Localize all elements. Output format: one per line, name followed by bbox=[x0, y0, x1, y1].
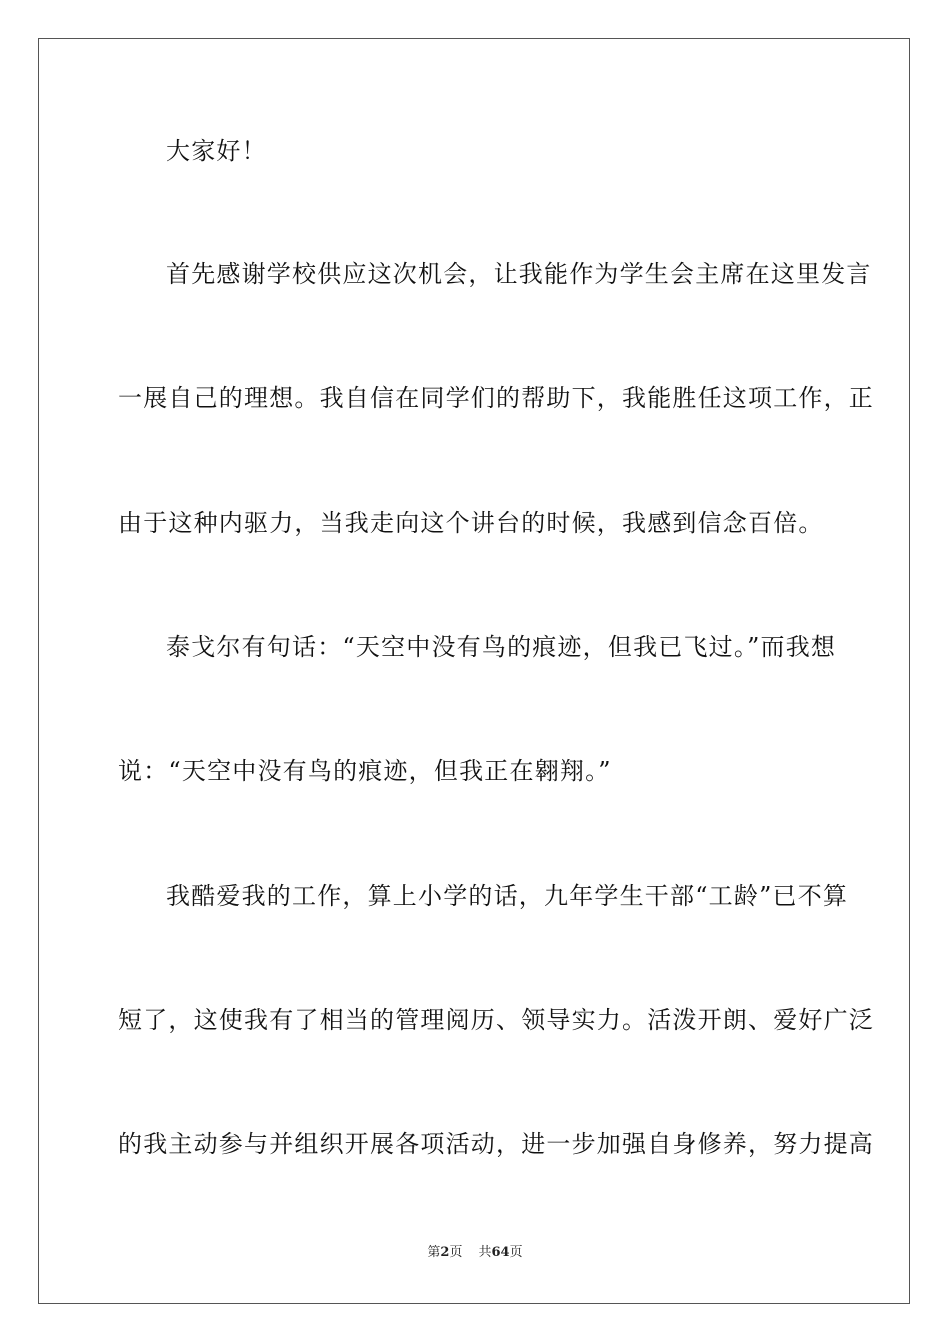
body-line: 由于这种内驱力，当我走向这个讲台的时候，我感到信念百倍。 bbox=[118, 509, 824, 537]
page-suffix: 页 bbox=[449, 1245, 463, 1260]
greeting-line: 大家好！ bbox=[166, 137, 267, 165]
page-number: 2 bbox=[440, 1245, 450, 1260]
total-suffix: 页 bbox=[509, 1245, 523, 1260]
page-footer bbox=[0, 1244, 950, 1262]
total-prefix: 共 bbox=[478, 1245, 492, 1260]
total-pages: 64 bbox=[491, 1245, 510, 1260]
body-line: 首先感谢学校供应这次机会，让我能作为学生会主席在这里发言 bbox=[166, 260, 872, 288]
body-line: 我酷爱我的工作，算上小学的话，九年学生干部“工龄”已不算 bbox=[166, 882, 849, 910]
body-line: 说：“天空中没有鸟的痕迹，但我正在翱翔。” bbox=[118, 757, 612, 785]
body-line: 短了，这使我有了相当的管理阅历、领导实力。活泼开朗、爱好广泛 bbox=[118, 1006, 874, 1034]
body-line: 的我主动参与并组织开展各项活动，进一步加强自身修养，努力提高 bbox=[118, 1130, 874, 1158]
page-prefix: 第 bbox=[427, 1245, 441, 1260]
body-line: 一展自己的理想。我自信在同学们的帮助下，我能胜任这项工作，正 bbox=[118, 384, 874, 412]
page-border bbox=[38, 38, 910, 1304]
body-line: 泰戈尔有句话：“天空中没有鸟的痕迹，但我已飞过。”而我想 bbox=[166, 633, 837, 661]
